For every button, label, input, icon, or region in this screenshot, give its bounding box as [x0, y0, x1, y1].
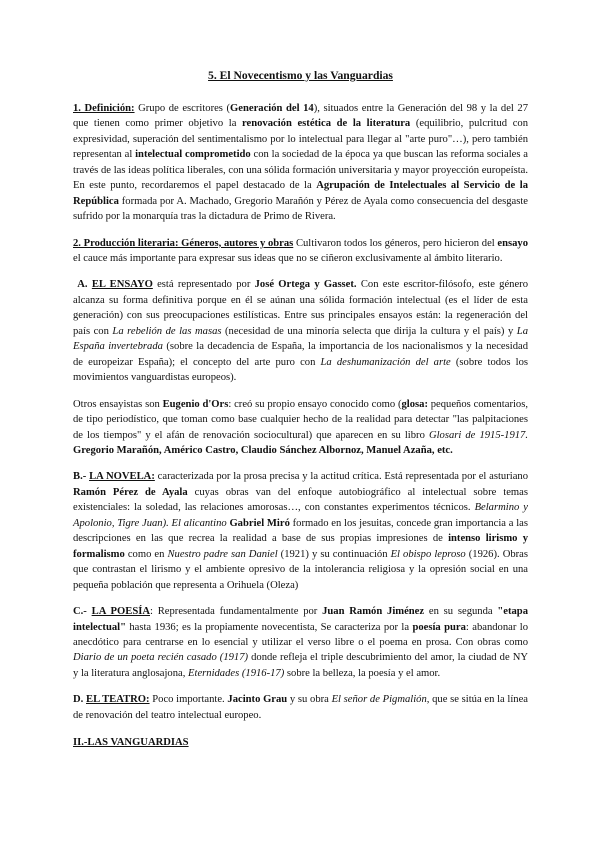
document-page [73, 68, 528, 751]
poesia-letter: C.- [73, 606, 92, 618]
ensayo-letter: A. [77, 279, 92, 291]
produccion-label: 2. Producción literaria: Géneros, autores y obras [73, 237, 294, 249]
definicion-label: 1. Definición: [73, 102, 135, 114]
paragraph-definicion: 1. Definición: Grupo de escritores (Generación del 14), situados entre la Generación del 98 y la del 27 que tienen como primer objetivo la renovación estética de la literatura (equilibrio, pulcritud con expresividad, superación del sentimentalismo por lo intelectual para llegar al "arte puro"…), pero también representan al intelectual comprometido con la sociedad de la época ya que buscan las reforma sociales a través de las ideas política liberales, con una sólida formación universitaria y mayor proyección europeísta. En este punto, recordaremos el papel destacado de la Agrupación de Intelectuales al Servicio de la República formada por A. Machado, Gregorio Marañón y Pérez de Ayala como consecuencia del desgaste sufrido por la monarquía tras la dictadura de Primo de Rivera. [73, 102, 529, 223]
novela-letter: B.- [73, 471, 90, 483]
paragraph-teatro: D. EL TEATRO: Poco importante. Jacinto Grau y su obra El señor de Pigmalión, que se sitúa en la línea de renovación del teatro intelectual europeo. [73, 694, 528, 721]
novela-label: LA NOVELA: [89, 471, 155, 483]
paragraph-otros-ensayistas: Otros ensayistas son Eugenio d'Ors: creó su propio ensayo conocido como (glosa: pequeños comentarios, de tipo periodístico, que toman como base cualquier hecho de la realidad para detectar "las palpitaciones de los tiempos" y el afán de renovación sociocultural) que aparecen en su libro Glosari de 1915-1917. Gregorio Marañón, Américo Castro, Claudio Sánchez Albornoz, Manuel Azaña, etc. [73, 398, 528, 456]
teatro-label: EL TEATRO: [86, 694, 150, 706]
teatro-letter: D. [73, 694, 87, 706]
page-title: 5. El Novecentismo y las Vanguardias [208, 69, 393, 82]
paragraph-produccion: 2. Producción literaria: Géneros, autores y obras Cultivaron todos los géneros, pero hicieron del ensayo el cauce más importante para expresar sus ideas que no se ciñeron exclusivamente al ámbito literario. [73, 237, 528, 264]
section-heading-vanguardias: II.-LAS VANGUARDIAS [73, 737, 189, 749]
poesia-label: LA POESÍA [91, 606, 150, 618]
paragraph-ensayo: A. EL ENSAYO está representado por José Ortega y Gasset. Con este escritor-filósofo, este género alcanza su forma definitiva porque en él se aúnan una sólida formación intelectual (es el líder de esta generación) con sus preocupaciones estilísticas. Entre sus principales ensayos están: la regeneración del país con La rebelión de las masas (necesidad de una minoría selecta que dirija la cultura y el país) y La España invertebrada (sobre la decadencia de España, la importancia de los nacionalismos y la necesidad de europeizar España); el concepto del arte puro con La deshumanización del arte (sobre todos los movimientos vanguardistas europeos). [73, 279, 528, 384]
paragraph-poesia: C.- LA POESÍA: Representada fundamentalmente por Juan Ramón Jiménez en su segunda "etapa intelectual" hasta 1936; es la propiamente novecentista, Se caracteriza por la poesía pura: abandonar lo anecdótico para centrarse en lo esencial y utilizar el verso libre o el poema en prosa. Con obras como Diario de un poeta recién casado (1917) donde refleja el triple descubrimiento del amor, la ciudad de NY y la literatura anglosajona, Eternidades (1916-17) sobre la belleza, la poesía y el amor. [73, 606, 529, 679]
ensayo-label: EL ENSAYO [91, 279, 153, 291]
paragraph-novela: B.- LA NOVELA: caracterizada por la prosa precisa y la actitud crítica. Está representada por el asturiano Ramón Pérez de Ayala cuyas obras van del enfoque autobiográfico al intelectual sobre temas existenciales: la soledad, las relaciones amorosas…, con constantes experimentos técnicos. Belarmino y Apolonio, Tigre Juan). El alicantino Gabriel Miró formado en los jesuitas, concede gran importancia a las descripciones en las que recrea la realidad a base de sus propias impresiones de intenso lirismo y formalismo como en Nuestro padre san Daniel (1921) y su continuación El obispo leproso (1926). Obras que contrastan el lirismo y el ambiente opresivo de la intolerancia religiosa y la opresión social en una pequeña población que representa a Orihuela (Oleza) [73, 471, 529, 591]
